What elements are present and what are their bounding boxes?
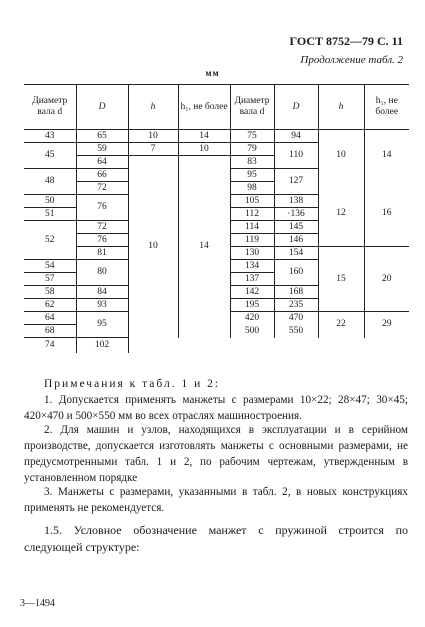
note-2: 2. Для машин и узлов, находящихся в эксплуатации и в серийном производстве, допускается изготовлять манжеты с основными размерами, не предусмотренными табл. 1 и 2, по рабочим чертежам, утвержденным в установленном порядке [24, 424, 408, 484]
cell: 168 [274, 286, 318, 299]
cell: 72 [76, 221, 128, 234]
cell: 48 [24, 169, 76, 195]
cell: 98 [230, 182, 274, 195]
col-header-h1: h₁, не более [178, 85, 230, 130]
cell: 65 [76, 130, 128, 143]
table-header-row [24, 85, 409, 130]
cell: 134 [230, 260, 274, 273]
cell: 420 [230, 312, 274, 325]
cell: 20 [364, 247, 409, 312]
cell: 57 [24, 273, 76, 286]
cell: 72 [76, 182, 128, 195]
cell: 51 [24, 208, 76, 221]
col-header-h: h [128, 85, 178, 130]
section-paragraph: 1.5. Условное обозначение манжет с пружиной строится по следующей структуре: [24, 523, 408, 554]
units-label: мм [205, 68, 220, 78]
col-header-D-2: D [274, 85, 318, 130]
document-code: ГОСТ 8752—79 С. 11 [289, 34, 403, 48]
cell: 10 [128, 130, 178, 143]
note-3: 3. Манжеты с размерами, указанными в табл. 2, в новых конструкциях применять не рекомендуется. [24, 486, 408, 514]
cell: 95 [230, 169, 274, 182]
col-header-D: D [76, 85, 128, 130]
cell: 84 [76, 286, 128, 299]
col-header-h1-2: h₁, не более [364, 85, 409, 130]
cell: 12 [318, 182, 364, 247]
cell: 52 [24, 221, 76, 260]
cell: 76 [76, 195, 128, 221]
notes-title: Примечания к табл. 1 и 2: [44, 378, 221, 390]
cell: 142 [230, 286, 274, 299]
cell: 81 [76, 247, 128, 260]
cell: 15 [318, 247, 364, 312]
cell: 16 [364, 182, 409, 247]
cell: 470 [274, 312, 318, 325]
cell: 550 [274, 325, 318, 338]
cell: ·136 [274, 208, 318, 221]
cell: 14 [382, 150, 392, 161]
cell: 14 [178, 130, 230, 143]
cell: 105 [230, 195, 274, 208]
cell: 10 [128, 156, 178, 338]
cell: 110 [274, 143, 318, 169]
cell: 83 [230, 156, 274, 169]
note-1: 1. Допускается применять манжеты с размерами 10×22; 28×47; 30×45; 420×470 и 500×550 мм во всех отраслях машиностроения. [24, 394, 408, 422]
cell: 145 [274, 221, 318, 234]
cell: 62 [24, 299, 76, 312]
cell: 59 [76, 143, 128, 156]
cell: 112 [230, 208, 274, 221]
cell: 76 [76, 234, 128, 247]
cell: 130 [230, 247, 274, 260]
dimensions-table [24, 84, 409, 353]
cell: 10 [178, 143, 230, 156]
cell: 114 [230, 221, 274, 234]
cell: 66 [76, 169, 128, 182]
cell: 500 [230, 325, 274, 338]
cell: 10 [318, 130, 364, 182]
cell: 68 [24, 325, 76, 338]
cell: 54 [24, 260, 76, 273]
cell: 58 [24, 286, 76, 299]
cell: 154 [274, 247, 318, 260]
cell: 127 [274, 169, 318, 195]
cell: 22 [318, 312, 364, 338]
cell: 74 [24, 338, 76, 353]
cell: 64 [24, 312, 76, 325]
cell: 119 [230, 234, 274, 247]
cell: 50 [24, 195, 76, 208]
table-continuation-caption: Продолжение табл. 2 [300, 54, 403, 66]
cell: 43 [24, 130, 76, 143]
col-header-h-2: h [318, 85, 364, 130]
col-header-shaft-diameter-2: Диаметр вала d [230, 85, 274, 130]
cell: 94 [274, 130, 318, 143]
cell: 138 [274, 195, 318, 208]
cell: 14 [178, 156, 230, 338]
page-footer-code: 3—1494 [20, 598, 55, 609]
cell: 75 [230, 130, 274, 143]
cell: 146 [274, 234, 318, 247]
table-row [24, 130, 409, 143]
cell: 160 [274, 260, 318, 286]
cell: 102 [76, 338, 128, 353]
cell: 45 [24, 143, 76, 169]
cell: 93 [76, 299, 128, 312]
cell: 29 [382, 319, 392, 330]
table-row [24, 338, 409, 353]
cell: 95 [76, 312, 128, 338]
cell: 80 [76, 260, 128, 286]
cell: 79 [230, 143, 274, 156]
cell: 64 [76, 156, 128, 169]
cell: 137 [230, 273, 274, 286]
cell: 195 [230, 299, 274, 312]
cell: 7 [128, 143, 178, 156]
col-header-shaft-diameter: Диаметр вала d [24, 85, 76, 130]
cell: 235 [274, 299, 318, 312]
